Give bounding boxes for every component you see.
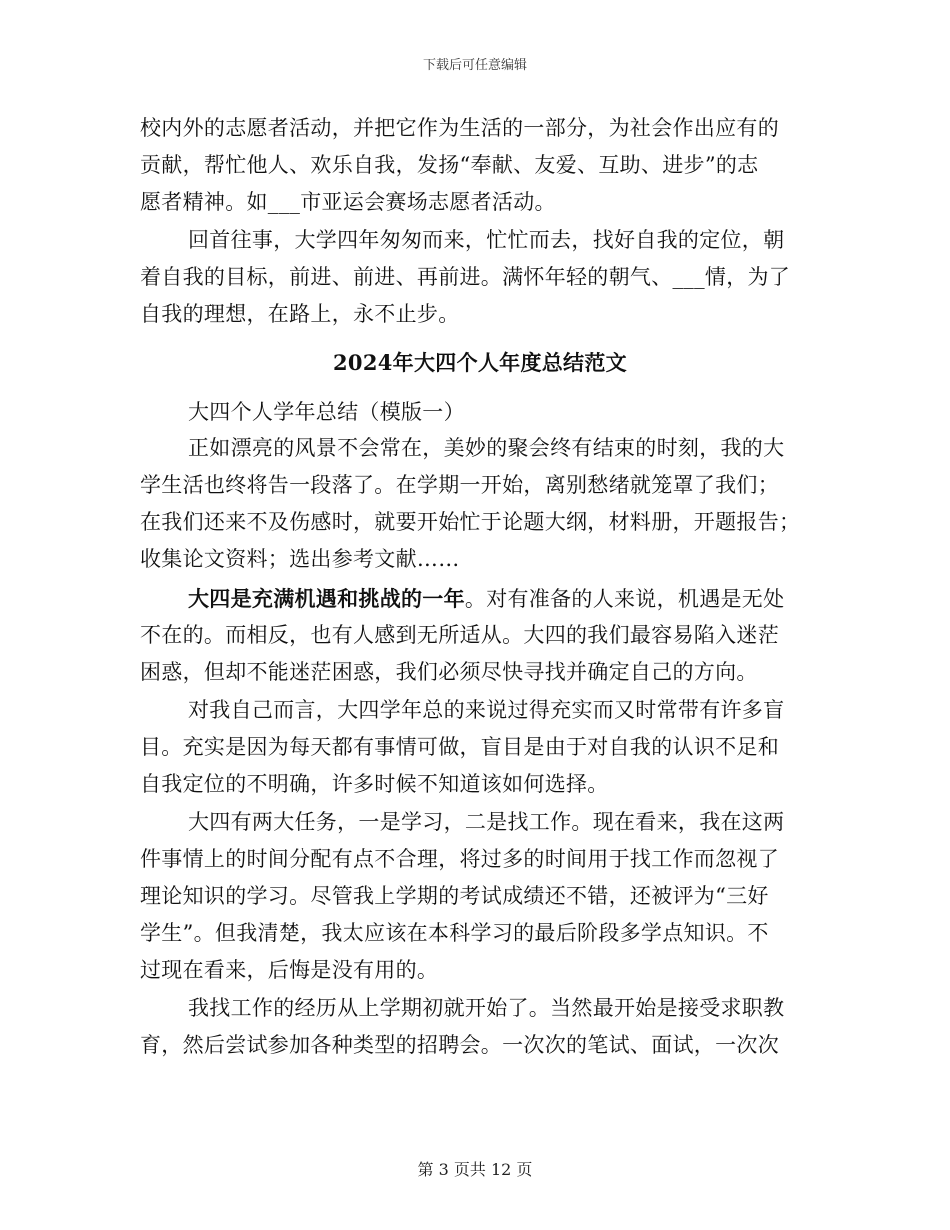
text-line: 育，然后尝试参加各种类型的招聘会。一次次的笔试、面试，一次次	[140, 1033, 779, 1057]
text-line: 困惑，但却不能迷茫困惑，我们必须尽快寻找并确定自己的方向。	[140, 660, 758, 684]
text-line: 自我定位的不明确，许多时候不知道该如何选择。	[140, 772, 609, 796]
subtitle-text: 大四个人学年总结（模版一）	[188, 400, 465, 424]
text-line: 着自我的目标，前进、前进、再前进。满怀年轻的朝气、___情，为了	[140, 265, 791, 289]
text-line: 在我们还来不及伤感时，就要开始忙于论题大纲，材料册，开题报告；	[140, 510, 801, 534]
text-line: 目。充实是因为每天都有事情可做，盲目是由于对自我的认识不足和	[140, 735, 779, 759]
text-line: 件事情上的时间分配有点不合理，将过多的时间用于找工作而忽视了	[140, 847, 779, 871]
review-paragraph	[140, 222, 820, 333]
text-line: 自我的理想，在路上，永不止步。	[140, 302, 460, 326]
text-line: 回首往事，大学四年匆匆而来，忙忙而去，找好自我的定位，朝	[188, 228, 785, 252]
text-line: 收集论文资料；选出参考文献……	[140, 547, 460, 571]
text-run: 。对有准备的人来说，机遇是无处	[464, 587, 785, 611]
text-line: 愿者精神。如___市亚运会赛场志愿者活动。	[140, 190, 556, 214]
text-line: 对我自己而言，大四学年总的来说过得充实而又时常带有许多盲	[188, 698, 785, 722]
paragraph-3	[140, 692, 820, 803]
bold-lead: 大四是充满机遇和挑战的一年	[188, 586, 465, 611]
paragraph-5	[140, 990, 820, 1064]
text-line	[140, 580, 820, 617]
text-line: 我找工作的经历从上学期初就开始了。当然最开始是接受求职教	[188, 996, 785, 1020]
text-line: 校内外的志愿者活动，并把它作为生活的一部分，为社会作出应有的	[140, 116, 779, 140]
page-header: 下载后可任意编辑	[422, 58, 527, 73]
page-footer: 第 3 页共 12 页	[417, 1160, 533, 1179]
section-title: 2024年大四个人年度总结范文	[333, 350, 627, 375]
text-line: 过现在看来，后悔是没有用的。	[140, 958, 439, 982]
text-line: 大四有两大任务，一是学习，二是找工作。现在看来，我在这两	[188, 810, 785, 834]
text-line: 贡献，帮忙他人、欢乐自我，发扬“奉献、友爱、互助、进步”的志	[140, 153, 759, 177]
text-line: 理论知识的学习。尽管我上学期的考试成绩还不错，还被评为“三好	[140, 884, 769, 908]
text-line: 学生活也终将告一段落了。在学期一开始，离别愁绪就笼罩了我们；	[140, 473, 779, 497]
text-line: 学生”。但我清楚，我太应该在本科学习的最后阶段多学点知识。不	[140, 921, 769, 945]
continuation-paragraph	[140, 110, 820, 221]
text-line: 正如漂亮的风景不会常在，美妙的聚会终有结束的时刻，我的大	[188, 436, 785, 460]
text-line: 不在的。而相反，也有人感到无所适从。大四的我们最容易陷入迷茫	[140, 623, 779, 647]
paragraph-1	[140, 430, 820, 578]
paragraph-4	[140, 804, 820, 989]
subtitle	[140, 394, 820, 431]
paragraph-2	[140, 580, 820, 691]
